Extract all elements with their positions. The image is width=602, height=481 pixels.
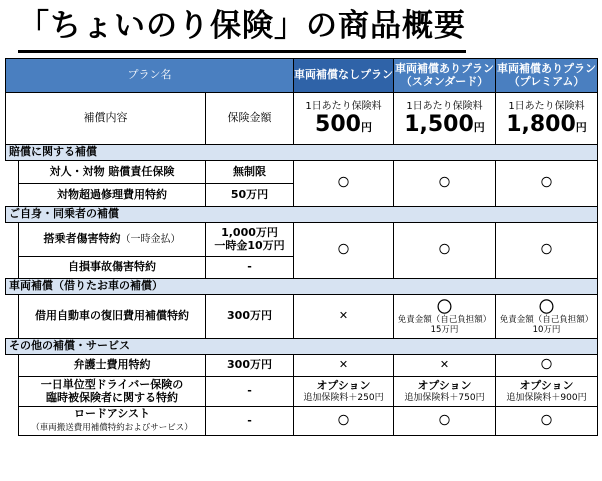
section-liability: [6, 145, 598, 161]
coverage-item: 搭乗者傷害特約（一時金払）: [19, 223, 206, 257]
mark-circle: 〇: [496, 355, 598, 377]
vehicle-standard-cell: 〇 免責金額（自己負担額） 15万円: [394, 295, 496, 339]
plan-header-row: [6, 59, 598, 93]
section-self: [6, 207, 598, 223]
coverage-item: 対物超過修理費用特約: [19, 184, 206, 207]
mark-circle: 〇: [394, 223, 496, 279]
mark-circle: 〇: [394, 407, 496, 436]
mark-cross: ✕: [294, 355, 394, 377]
page-title: 「ちょいのり保険」の商品概要: [18, 6, 466, 53]
coverage-amount: 1,000万円 一時金10万円: [206, 223, 294, 257]
mark-cross: ✕: [394, 355, 496, 377]
table-row: [6, 407, 598, 436]
section-vehicle: [6, 279, 598, 295]
mark-circle: 〇: [294, 407, 394, 436]
amount-label: 保険金額: [206, 93, 294, 145]
mark-circle: 〇: [538, 297, 554, 316]
mark-circle: 〇: [436, 297, 452, 316]
coverage-item: 弁護士費用特約: [19, 355, 206, 377]
table-row: [6, 377, 598, 407]
coverage-amount: 50万円: [206, 184, 294, 207]
table-row: [6, 161, 598, 184]
coverage-item: 自損事故傷害特約: [19, 257, 206, 279]
table-row: [6, 223, 598, 257]
mark-cross: ✕: [294, 295, 394, 339]
vehicle-premium-cell: 〇 免責金額（自己負担額） 10万円: [496, 295, 598, 339]
section-title: その他の補償・サービス: [6, 339, 598, 355]
section-other: [6, 339, 598, 355]
coverage-amount: -: [206, 377, 294, 407]
mark-circle: 〇: [294, 161, 394, 207]
option-cell: オプション 追加保険料＋750円: [394, 377, 496, 407]
option-cell: オプション 追加保険料＋900円: [496, 377, 598, 407]
plan-name-label: プラン名: [6, 59, 294, 93]
price-standard: 1日あたり保険料 1,500円: [394, 93, 496, 145]
section-title: 車両補償（借りたお車の補償）: [6, 279, 598, 295]
coverage-amount: 300万円: [206, 355, 294, 377]
mark-circle: 〇: [496, 223, 598, 279]
mark-circle: 〇: [496, 161, 598, 207]
coverage-amount: -: [206, 257, 294, 279]
table-row: [6, 355, 598, 377]
mark-circle: 〇: [496, 407, 598, 436]
section-title: 賠償に関する補償: [6, 145, 598, 161]
product-summary-table: [5, 58, 598, 436]
option-cell: オプション 追加保険料＋250円: [294, 377, 394, 407]
coverage-item: ロードアシスト （車両搬送費用補償特約およびサービス）: [19, 407, 206, 436]
coverage-item: 一日単位型ドライバー保険の 臨時被保険者に関する特約: [19, 377, 206, 407]
coverage-item: 対人・対物 賠償責任保険: [19, 161, 206, 184]
section-title: ご自身・同乗者の補償: [6, 207, 598, 223]
coverage-amount: 無制限: [206, 161, 294, 184]
table-row: [6, 295, 598, 339]
price-row: [6, 93, 598, 145]
mark-circle: 〇: [294, 223, 394, 279]
plan-premium: 車両補償ありプラン （プレミアム）: [496, 59, 598, 93]
price-premium: 1日あたり保険料 1,800円: [496, 93, 598, 145]
mark-circle: 〇: [394, 161, 496, 207]
price-no-vehicle: 1日あたり保険料 500円: [294, 93, 394, 145]
coverage-amount: -: [206, 407, 294, 436]
plan-standard: 車両補償ありプラン （スタンダード）: [394, 59, 496, 93]
coverage-label: 補償内容: [6, 93, 206, 145]
coverage-amount: 300万円: [206, 295, 294, 339]
coverage-item: 借用自動車の復旧費用補償特約: [19, 295, 206, 339]
plan-no-vehicle: 車両補償なしプラン: [294, 59, 394, 93]
